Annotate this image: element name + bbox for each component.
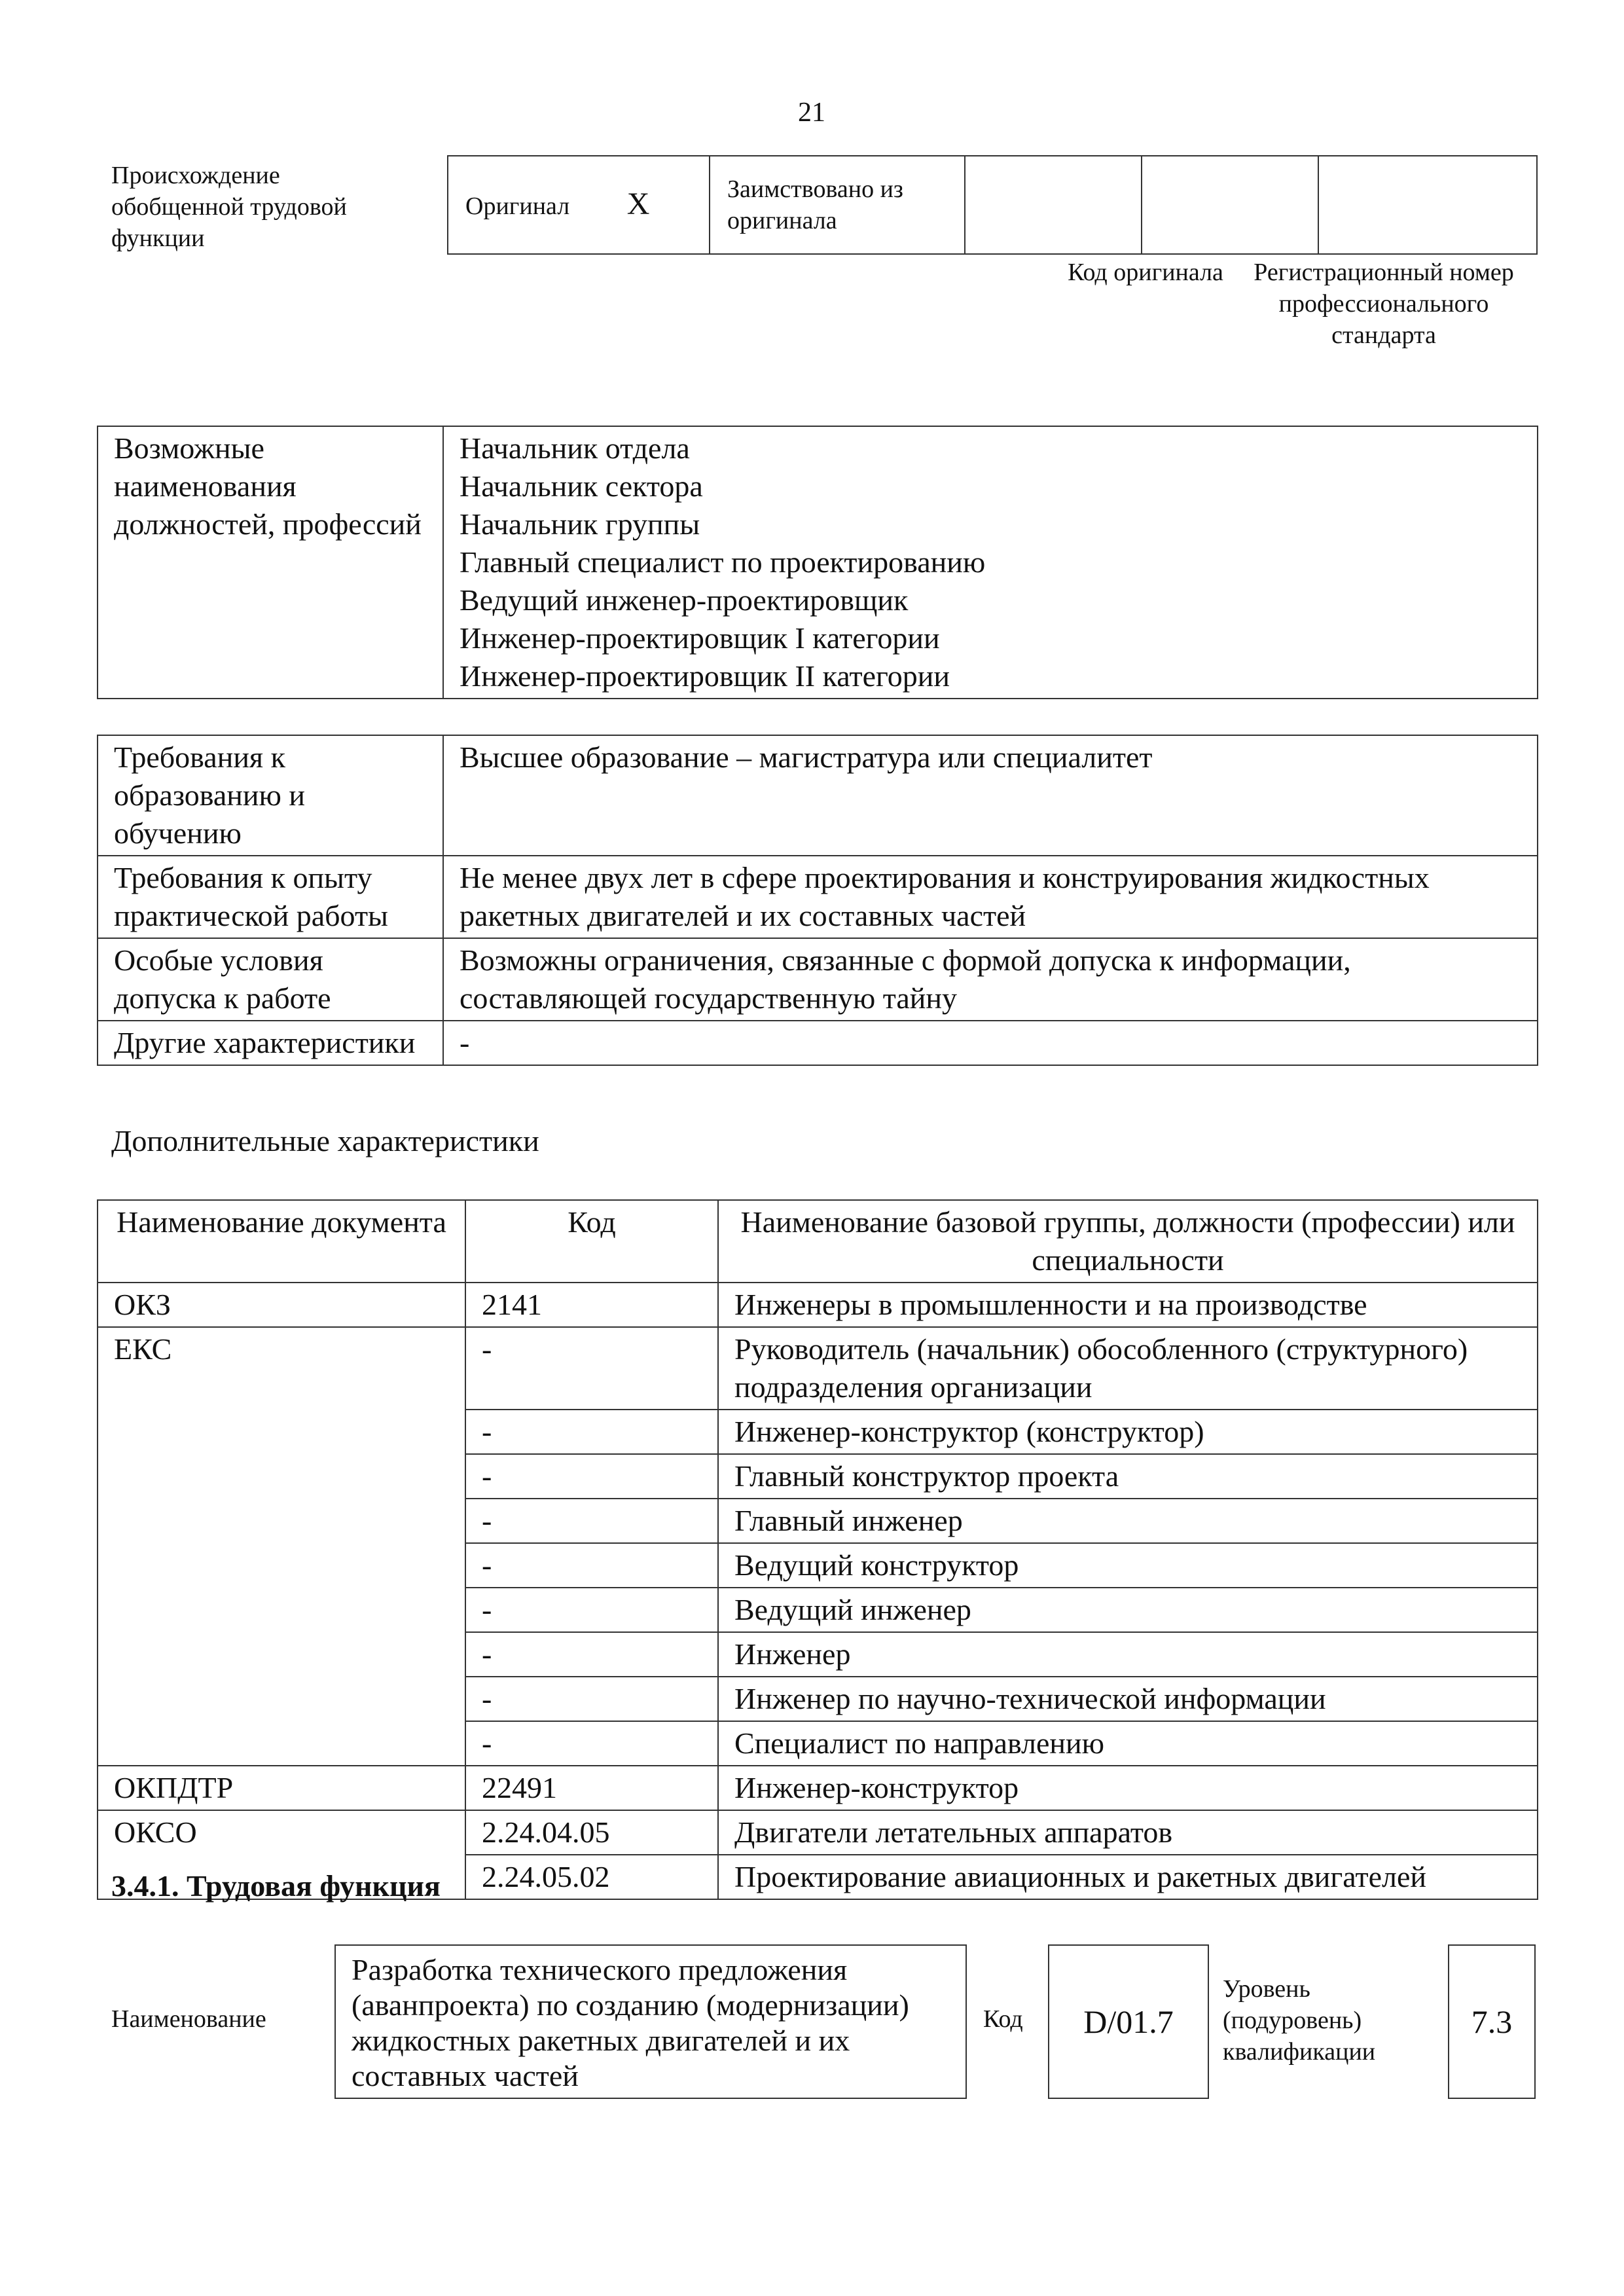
row-name: Инженер-конструктор [718, 1766, 1538, 1810]
row-code: 22491 [465, 1766, 718, 1810]
row-code: - [465, 1677, 718, 1721]
header-code: Код [465, 1200, 718, 1283]
origin-borrowed-cell: Заимствовано из оригинала [710, 156, 965, 254]
position-item: Главный специалист по проектированию [460, 545, 986, 579]
row-code: - [465, 1410, 718, 1454]
doc-name-okso: ОКСО [98, 1810, 465, 1899]
table-row [98, 1327, 1538, 1410]
table-row [98, 1283, 1538, 1327]
row-code: 2141 [465, 1283, 718, 1327]
row-name: Главный конструктор проекта [718, 1454, 1538, 1499]
row-code: - [465, 1721, 718, 1766]
requirement-value: Не менее двух лет в сфере проектирования и конструирования жидкостных ракетных двигателей и их составных частей [443, 856, 1538, 938]
row-code: - [465, 1632, 718, 1677]
qualification-level: 7.3 [1448, 1944, 1536, 2099]
origin-original-cell [448, 156, 710, 254]
row-name: Проектирование авиационных и ракетных двигателей [718, 1855, 1538, 1899]
requirement-value: Высшее образование – магистратура или специалитет [443, 735, 1538, 856]
additional-table [97, 1199, 1538, 1900]
qualification-level-label: Уровень (подуровень) квалификации [1223, 1975, 1376, 2066]
origin-table [447, 155, 1538, 255]
function-code: D/01.7 [1048, 1944, 1209, 2099]
row-code: - [465, 1454, 718, 1499]
row-code: 2.24.05.02 [465, 1855, 718, 1899]
additional-header-row [98, 1200, 1538, 1283]
row-name: Инженер-конструктор (конструктор) [718, 1410, 1538, 1454]
origin-original-label: Оригинал [465, 192, 570, 220]
code-original-caption: Код оригинала [1068, 259, 1223, 286]
requirement-row [98, 938, 1538, 1021]
header-doc-name: Наименование документа [98, 1200, 465, 1283]
position-item: Инженер-проектировщик I категории [460, 621, 940, 655]
row-name: Двигатели летательных аппаратов [718, 1810, 1538, 1855]
table-row [98, 1810, 1538, 1855]
position-item: Начальник отдела [460, 431, 690, 465]
row-name: Руководитель (начальник) обособленного (структурного) подразделения организации [718, 1327, 1538, 1410]
function-code-label: Код [983, 2005, 1023, 2033]
position-item: Начальник группы [460, 507, 700, 541]
requirement-label: Требования к образованию и обучению [98, 735, 443, 856]
positions-label: Возможные наименования должностей, профессий [98, 426, 443, 699]
function-name-label: Наименование [111, 2005, 266, 2033]
page-number: 21 [798, 98, 825, 128]
doc-name-eks: ЕКС [98, 1327, 465, 1766]
row-code: - [465, 1543, 718, 1588]
reg-number-caption: Регистрационный номер профессионального стандарта [1254, 259, 1514, 349]
row-code: - [465, 1499, 718, 1543]
requirement-label: Требования к опыту практической работы [98, 856, 443, 938]
requirements-table [97, 735, 1538, 1066]
header-group-name: Наименование базовой группы, должности (профессии) или специальности [718, 1200, 1538, 1283]
row-name: Главный инженер [718, 1499, 1538, 1543]
doc-name-okz: ОКЗ [98, 1283, 465, 1327]
row-name: Инженеры в промышленности и на производстве [718, 1283, 1538, 1327]
origin-reg-cell-2 [1318, 156, 1537, 254]
row-name: Ведущий конструктор [718, 1543, 1538, 1588]
origin-code-cell [965, 156, 1142, 254]
requirement-label: Особые условия допуска к работе [98, 938, 443, 1021]
requirement-row [98, 735, 1538, 856]
row-name: Ведущий инженер [718, 1588, 1538, 1632]
row-name: Инженер [718, 1632, 1538, 1677]
position-item: Ведущий инженер-проектировщик [460, 583, 909, 617]
row-code: - [465, 1327, 718, 1410]
table-row [98, 1766, 1538, 1810]
row-code: - [465, 1588, 718, 1632]
requirement-value: Возможны ограничения, связанные с формой допуска к информации, составляющей государственную тайну [443, 938, 1538, 1021]
position-item: Начальник сектора [460, 469, 703, 503]
row-name: Инженер по научно-технической информации [718, 1677, 1538, 1721]
origin-original-mark: X [626, 186, 650, 221]
section-title: 3.4.1. Трудовая функция [111, 1869, 441, 1903]
row-code: 2.24.04.05 [465, 1810, 718, 1855]
row-name: Специалист по направлению [718, 1721, 1538, 1766]
origin-label: Происхождение обобщенной трудовой функции [111, 162, 347, 252]
requirement-label: Другие характеристики [98, 1021, 443, 1065]
origin-reg-cell [1142, 156, 1318, 254]
position-item: Инженер-проектировщик II категории [460, 659, 950, 693]
function-name: Разработка технического предложения (аванпроекта) по созданию (модернизации) жидкостных ракетных двигателей и их составных частей [334, 1944, 967, 2099]
positions-table [97, 426, 1538, 699]
positions-list [443, 426, 1538, 699]
requirement-row [98, 856, 1538, 938]
doc-name-okpdtr: ОКПДТР [98, 1766, 465, 1810]
requirement-row [98, 1021, 1538, 1065]
requirement-value: - [443, 1021, 1538, 1065]
additional-title: Дополнительные характеристики [111, 1124, 539, 1157]
